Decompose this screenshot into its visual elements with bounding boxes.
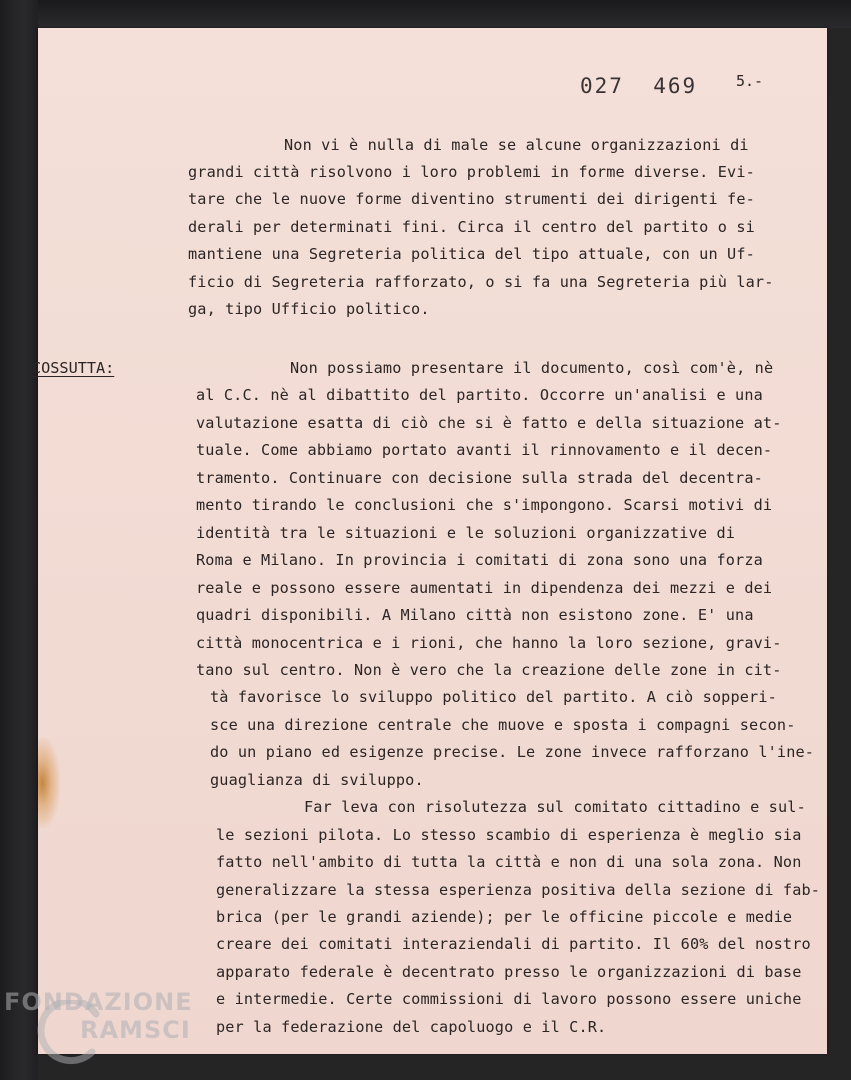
text-line: tà favorisce lo sviluppo politico del partito. A ciò sopperi- (210, 688, 777, 706)
text-line: brica (per le grandi aziende); per le officine piccole e medie (216, 908, 793, 926)
text-line: tano sul centro. Non è vero che la creazione delle zone in cit- (196, 661, 782, 679)
text-line: Roma e Milano. In provincia i comitati di zona sono una forza (196, 551, 763, 569)
text-line: creare dei comitati interaziendali di partito. Il 60% del nostro (216, 935, 811, 953)
paper-stain (38, 738, 60, 828)
text-line: per la federazione del capoluogo e il C.R. (216, 1018, 607, 1036)
text-line: Non possiamo presentare il documento, così com'è, nè (290, 359, 774, 377)
text-line: reale e possono essere aumentati in dipendenza dei mezzi e dei (196, 579, 773, 597)
text-line: sce una direzione centrale che muove e sposta i compagni secon- (210, 716, 796, 734)
text-line: ficio di Segreteria rafforzato, o si fa una Segreteria più lar- (188, 273, 774, 291)
text-line: tramento. Continuare con decisione sulla strada del decentra- (196, 469, 763, 487)
text-line: Non vi è nulla di male se alcune organizzazioni di (284, 136, 749, 154)
text-line: le sezioni pilota. Lo stesso scambio di esperienza è meglio sia (216, 826, 802, 844)
archive-number: 027 469 (580, 74, 698, 98)
text-line: fatto nell'ambito di tutta la città e non di una sola zona. Non (216, 853, 802, 871)
text-line: città monocentrica e i rioni, che hanno la loro sezione, gravi- (196, 634, 782, 652)
text-line: valutazione esatta di ciò che si è fatto e della situazione at- (196, 414, 782, 432)
binder-left-edge (0, 0, 38, 1080)
text-line: grandi città risolvono i loro problemi in forme diverse. Evi- (188, 163, 755, 181)
text-line: mento tirando le conclusioni che s'impongono. Scarsi motivi di (196, 496, 773, 514)
text-line: guaglianza di sviluppo. (210, 771, 424, 789)
binder-top-edge (0, 0, 851, 28)
text-line: identità tra le situazioni e le soluzioni organizzative di (196, 524, 736, 542)
page-number: 5.- (736, 72, 764, 90)
text-line: e intermedie. Certe commissioni di lavoro possono essere uniche (216, 990, 802, 1008)
fondazione-gramsci-watermark (4, 988, 214, 1068)
text-line: derali per determinati fini. Circa il centro del partito o si (188, 218, 755, 236)
text-line: apparato federale è decentrato presso le organizzazioni di base (216, 963, 802, 981)
speaker-label: COSSUTTA: (32, 359, 115, 377)
text-line: ga, tipo Ufficio politico. (188, 300, 430, 318)
text-line: Far leva con risolutezza sul comitato cittadino e sul- (304, 798, 806, 816)
watermark-line-2: RAMSCI (80, 1016, 191, 1044)
text-line: quadri disponibili. A Milano città non esistono zone. E' una (196, 606, 754, 624)
text-line: do un piano ed esigenze precise. Le zone invece rafforzano l'ine- (210, 743, 815, 761)
text-line: mantiene una Segreteria politica del tipo attuale, con un Uf- (188, 245, 755, 263)
text-line: tare che le nuove forme diventino strumenti dei dirigenti fe- (188, 190, 755, 208)
document-page (32, 28, 827, 1054)
text-line: al C.C. nè al dibattito del partito. Occorre un'analisi e una (196, 386, 763, 404)
text-line: generalizzare la stessa esperienza positiva della sezione di fab- (216, 881, 821, 899)
watermark-line-1: FONDAZIONE (4, 988, 193, 1016)
text-line: tuale. Come abbiamo portato avanti il rinnovamento e il decen- (196, 441, 773, 459)
